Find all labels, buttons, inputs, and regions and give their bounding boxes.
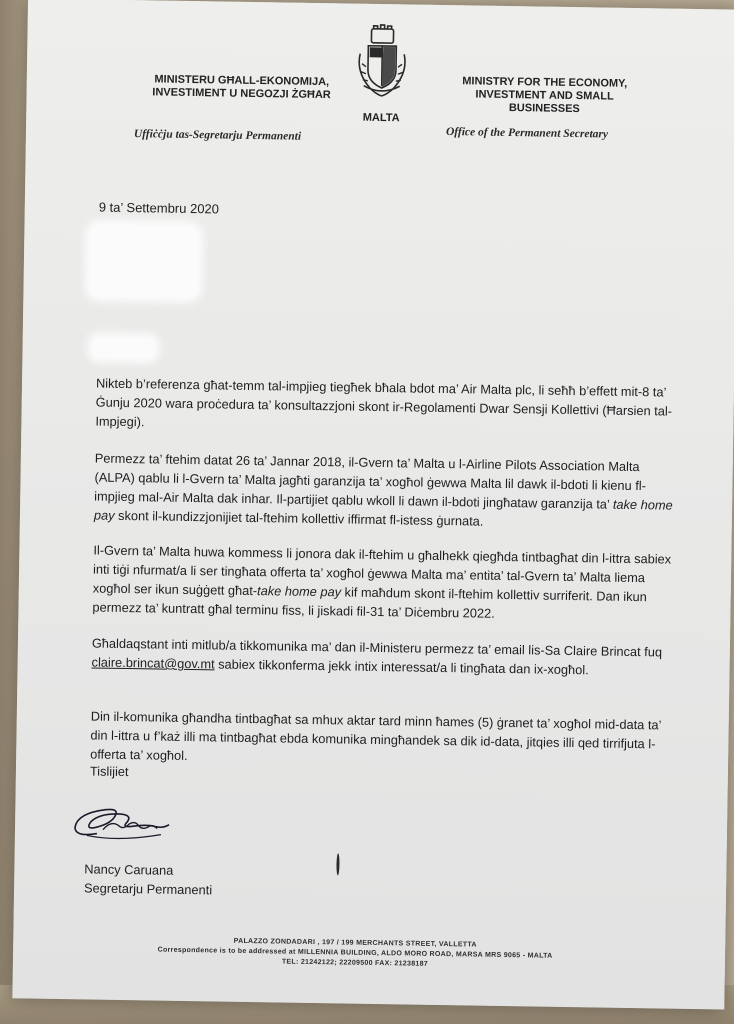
ministry-title-english-line2: INVESTMENT AND SMALL bbox=[475, 88, 614, 103]
paragraph-agreement-text-b: skont il-kundizzjonijiet tal-ftehim kollettiv iffirmat fl-istess ġurnata. bbox=[114, 507, 484, 529]
paragraph-contact bbox=[91, 633, 672, 680]
ministry-title-maltese bbox=[136, 73, 346, 102]
country-label: MALTA bbox=[362, 111, 400, 125]
office-label-english: Office of the Permanent Secretary bbox=[445, 125, 609, 141]
signatory-name: Nancy Caruana bbox=[84, 861, 174, 878]
ministry-title-maltese-line1: MINISTERU GĦALL-EKONOMIJA, bbox=[154, 73, 330, 89]
redacted-salutation bbox=[92, 337, 154, 358]
take-home-pay-term: take home pay bbox=[93, 496, 673, 523]
ministry-title-maltese-line2: INVESTIMENT U NEGOZJI ŻGĦAR bbox=[152, 86, 331, 102]
signatory-block bbox=[84, 859, 213, 899]
handwritten-signature bbox=[67, 799, 178, 845]
paragraph-contact-text-a: Għaldaqstant inti mitlub/a tikkomunika ma’ dan il-Ministeru permezz ta’ email lis-Sa Claire Brincat fuq bbox=[91, 635, 663, 660]
ministry-title-english-line1: MINISTRY FOR THE ECONOMY, bbox=[462, 75, 628, 90]
footer-phone-fax: TEL: 21242122; 22209500 FAX: 21238187 bbox=[281, 958, 429, 968]
paper-mark bbox=[336, 853, 339, 875]
footer-address: PALAZZO ZONDADARI , 197 / 199 MERCHANTS STREET, VALLETTA bbox=[233, 937, 477, 949]
paragraph-agreement-text-a: Permezz ta’ ftehim datat 26 ta’ Jannar 2018, il-Gvern ta’ Malta u l-Airline Pilots Association Malta (ALPA) qablu li l-Gvern ta’ Malta jagħti garanzija ta’ xogħol ġewwa Malta lil dawk il-bdoti li kienu fl-impjieg mal-Air Malta dak inhar. Il-partijiet qablu wkoll li dawn il-bdoti jingħataw garanzija ta’ bbox=[94, 450, 647, 512]
paragraph-deadline: Din il-komunika għandha tintbagħat sa mhux aktar tard minn ħames (5) ġranet ta’ xogħol mid-data ta’ din l-ittra u f’każ illi ma tintbagħat ebda komunika mingħandek sa dik id-data, jitqies illi qed tirrifjuta l-offerta ta’ xogħol. bbox=[90, 708, 662, 764]
letter-page bbox=[12, 0, 734, 1009]
redacted-address-block bbox=[89, 224, 198, 298]
paragraph-offer-text-a: Il-Gvern ta’ Malta huwa kommess li jonora dak il-ftehim u għalhekk qiegħda tintbagħat din l-ittra sabiex inti tiġi nfurmat/a li ser tingħata offerta ta’ xogħol ġewwa Malta ma’ entita’ tal-Gvern ta’ Malta liema xogħol ser ikun suġġett għat- bbox=[92, 542, 672, 599]
footer-correspondence: Correspondence is to be addressed at MILLENNIA BUILDING, ALDO MORO ROAD, MARSA MRS 9065 - MALTA bbox=[157, 946, 553, 960]
office-label-maltese: Uffiċċju tas-Segretarju Permanenti bbox=[133, 128, 302, 143]
signatory-title: Segretarju Permanenti bbox=[83, 880, 213, 898]
ministry-title-english-line3: BUSINESSES bbox=[508, 101, 580, 116]
paragraph-contact-text-b: sabiex tikkonferma jekk intix interessat/a li tingħata dan ix-xogħol. bbox=[214, 656, 589, 678]
letter-date: 9 ta’ Settembru 2020 bbox=[98, 199, 220, 217]
paragraph-offer-text-b: kif maħdum skont il-ftehim kollettiv surriferit. Dan ikun permezz ta’ kuntratt għal terminu fiss, li jiskadi fil-31 ta’ Diċembru 2022. bbox=[92, 584, 647, 621]
contact-email-link[interactable]: claire.brincat@gov.mt bbox=[91, 654, 215, 672]
closing-salutation: Tislijiet bbox=[89, 763, 129, 780]
malta-coat-of-arms-icon bbox=[353, 24, 410, 105]
take-home-pay-term: take home pay bbox=[256, 583, 342, 600]
paragraph-termination: Nikteb b’referenza għat-temm tal-impjieg tiegħek bħala bdot ma’ Air Malta plc, li seħħ b’effett mit-8 ta’ Ġunju 2020 wara proċedura ta’ konsultazzjoni skont ir-Regolamenti Dwar Sensji Kollettivi (Ħarsien tal-Impjegi). bbox=[95, 375, 673, 430]
ministry-title-english bbox=[444, 75, 645, 117]
paragraph-offer bbox=[92, 541, 673, 626]
paragraph-agreement bbox=[94, 449, 675, 534]
